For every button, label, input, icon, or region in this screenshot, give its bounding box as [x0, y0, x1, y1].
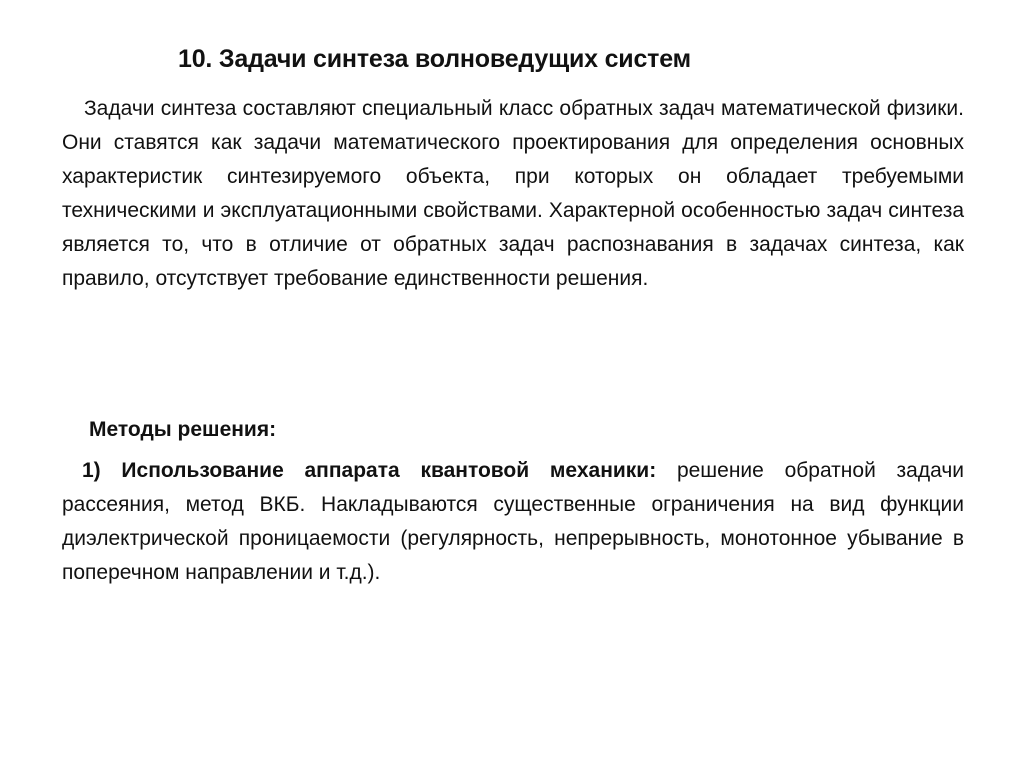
intro-text: Задачи синтеза составляют специальный класс обратных задач математической физики. Они ставятся как задачи математического проектирования для определения основных характеристик синтезируемого объекта, при которых он обладает требуемыми техническими и эксплуатационными свойствами. Характерной особенностью задач синтеза является то, что в отличие от обратных задач распознавания в задачах синтеза, как правило, отсутствует требование единственности решения. — [62, 97, 964, 290]
slide-title: 10. Задачи синтеза волноведущих систем — [178, 45, 691, 73]
intro-paragraph — [62, 92, 964, 296]
method-description: решение обратной задачи рассеяния, метод ВКБ. Накладываются существенные ограничения на вид функции диэлектрической проницаемости (регулярность, непрерывность, монотонное убывание в поперечном направлении и т.д.). — [62, 459, 965, 584]
method-lead: 1) Использование аппарата квантовой механики: — [82, 459, 657, 482]
methods-heading: Методы решения: — [89, 418, 277, 441]
method-item — [62, 454, 964, 590]
